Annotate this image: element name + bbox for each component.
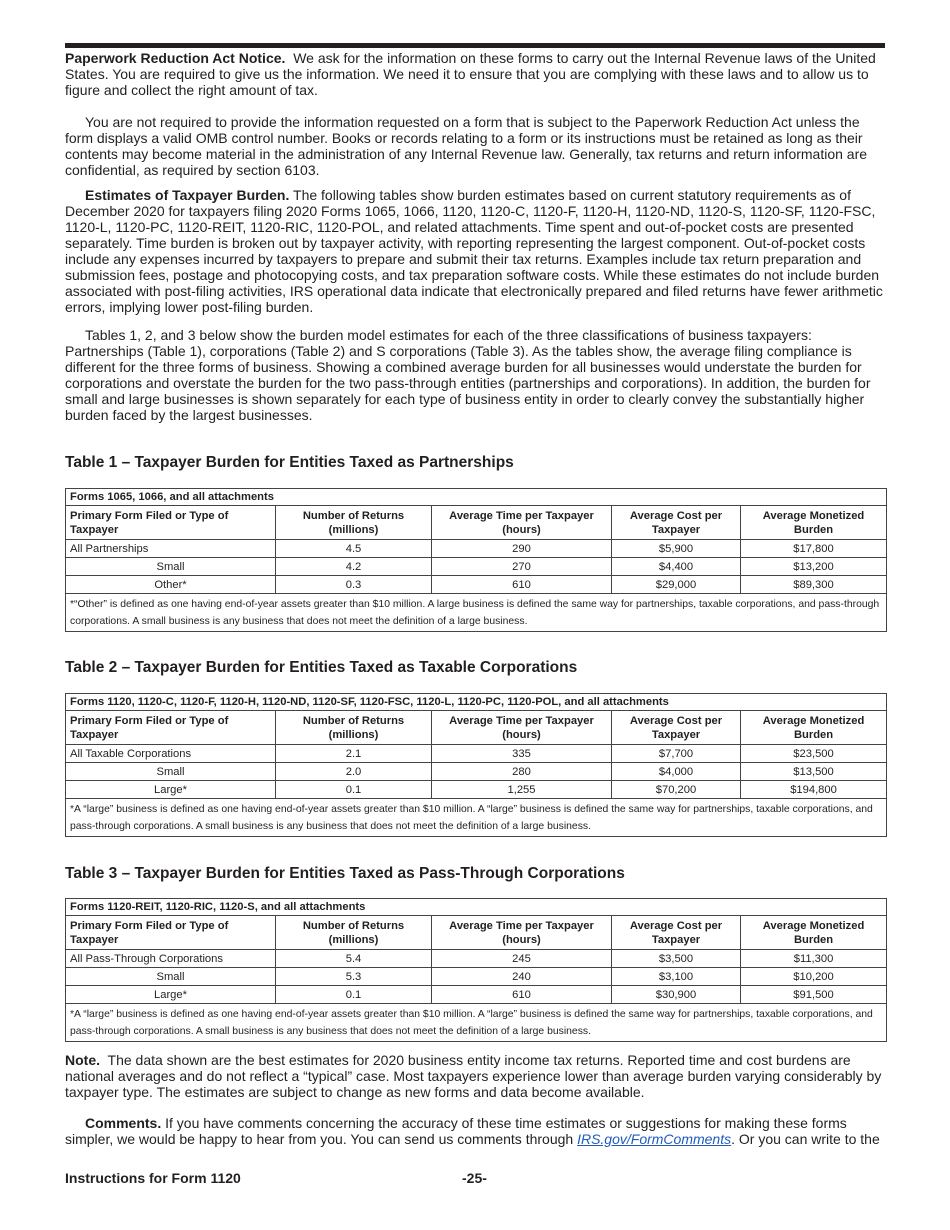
table-caption: Forms 1120-REIT, 1120-RIC, 1120-S, and all attachments [66, 899, 887, 916]
paragraph-text: The following tables show burden estimates based on current statutory requirements as of December 2020 for taxpayers filing 2020 Forms 1065, 1066, 1120, 1120-C, 1120-F, 1120-H, 1120-ND, 1120-S, 1120-SF, 1120-FSC, 1120-L, 1120-PC, 1120-REIT, 1120-RIC, 1120-POL, and related attachments. Time spent and out-of-pocket costs are presented separately. Time burden is broken out by taxpayer activity, with reporting representing the largest component. Out-of-pocket costs include any expenses incurred by taxpayers to prepare and submit their tax returns. Examples include tax return preparation and submission fees, postage and photocopying costs, and tax preparation software costs. While these estimates do not include burden associated with post-filing activities, IRS operational data indicate that electronically prepared and filed returns have fewer arithmetic errors, implying lower post-filing burden. [65, 187, 883, 315]
table-cell: 0.3 [276, 576, 432, 594]
comments-paragraph [65, 1115, 887, 1147]
table-row [66, 558, 887, 576]
table-cell: 245 [432, 950, 612, 968]
paragraph-text: You are not required to provide the information requested on a form that is subject to the Paperwork Reduction Act unless the form displays a valid OMB control number. Books or records relating to a form or its instructions must be retained as long as their contents may become material in the administration of any Internal Revenue law. Generally, tax returns and return information are confidential, as required by section 6103. [65, 114, 868, 178]
paragraph-text: Tables 1, 2, and 3 below show the burden model estimates for each of the three classifications of business taxpayers: Partnerships (Table 1), corporations (Table 2) and S corporations (Table 3). As the tables show, the average filing compliance is different for the three forms of business. Showing a combined average burden for all businesses would understate the burden for corporations and overstate the burden for the two pass-through entities (partnerships and corporations). In addition, the burden for small and large businesses is shown separately for each type of business entity in order to clearly convey the substantially higher burden faced by the largest businesses. [65, 327, 871, 423]
footer-title: Instructions for Form 1120 [65, 1170, 241, 1186]
table-cell: 5.4 [276, 950, 432, 968]
table-row [66, 968, 887, 986]
table-cell: All Pass-Through Corporations [66, 950, 276, 968]
table-cell: Large* [66, 986, 276, 1004]
table-cell: 2.1 [276, 745, 432, 763]
table-row [66, 950, 887, 968]
table-cell: 2.0 [276, 763, 432, 781]
table-cell: 610 [432, 576, 612, 594]
burden-table-3 [65, 898, 887, 1042]
table-cell: $4,000 [612, 763, 741, 781]
column-header: Average Monetized Burden [741, 506, 887, 540]
column-header: Number of Returns (millions) [276, 711, 432, 745]
note-paragraph [65, 1052, 887, 1100]
table-cell: $23,500 [741, 745, 887, 763]
table-cell: $17,800 [741, 540, 887, 558]
table-cell: Large* [66, 781, 276, 799]
table-cell: 270 [432, 558, 612, 576]
table-title: Table 3 – Taxpayer Burden for Entities Taxed as Pass-Through Corporations [65, 865, 625, 882]
paragraph-text: The data shown are the best estimates for 2020 business entity income tax returns. Reported time and cost burdens are national averages and do not reflect a “typical” case. Most taxpayers experience lower than average burden varying considerably by taxpayer type. The estimates are subject to change as new forms and data become available. [65, 1052, 886, 1100]
column-header: Average Cost per Taxpayer [612, 916, 741, 950]
table-title: Table 1 – Taxpayer Burden for Entities Taxed as Partnerships [65, 454, 514, 471]
table-cell: 5.3 [276, 968, 432, 986]
column-header: Average Monetized Burden [741, 711, 887, 745]
table-row [66, 763, 887, 781]
column-header: Primary Form Filed or Type of Taxpayer [66, 916, 276, 950]
table-caption: Forms 1065, 1066, and all attachments [66, 489, 887, 506]
table-cell: $13,500 [741, 763, 887, 781]
table-cell: $3,500 [612, 950, 741, 968]
column-header: Average Time per Taxpayer (hours) [432, 506, 612, 540]
column-header: Average Time per Taxpayer (hours) [432, 916, 612, 950]
column-header: Average Time per Taxpayer (hours) [432, 711, 612, 745]
table-cell: $89,300 [741, 576, 887, 594]
table-cell: $3,100 [612, 968, 741, 986]
table-caption: Forms 1120, 1120-C, 1120-F, 1120-H, 1120-ND, 1120-SF, 1120-FSC, 1120-L, 1120-PC, 1120-POL, and all attachments [66, 694, 887, 711]
table-cell: $194,800 [741, 781, 887, 799]
table-cell: Small [66, 968, 276, 986]
comments-heading: Comments. [85, 1115, 162, 1131]
omb-paragraph [65, 114, 887, 178]
column-header: Number of Returns (millions) [276, 506, 432, 540]
table-row [66, 986, 887, 1004]
table-footnote: *“Other” is defined as one having end-of-year assets greater than $10 million. A large business is defined the same way for partnerships, taxable corporations, and pass-through corporations. A small business is any business that does not meet the definition of a large business. [66, 594, 887, 632]
column-header: Average Monetized Burden [741, 916, 887, 950]
table-cell: 240 [432, 968, 612, 986]
table-cell: Small [66, 558, 276, 576]
paragraph-text: . Or you can write to the [731, 1131, 880, 1147]
page-number: -25- [462, 1170, 487, 1186]
paragraph-text: We ask for the information on these forms to carry out the Internal Revenue laws of the United States. You are required to give us the information. We need it to ensure that you are complying with these laws and to allow us to figure and collect the right amount of tax. [65, 50, 880, 98]
column-header: Number of Returns (millions) [276, 916, 432, 950]
table-cell: $10,200 [741, 968, 887, 986]
table-footnote: *A “large” business is defined as one having end-of-year assets greater than $10 million. A “large” business is defined the same way for partnerships, taxable corporations, and pass-through corporations. A small business is any business that does not meet the definition of a large business. [66, 799, 887, 837]
table-cell: Other* [66, 576, 276, 594]
table-cell: 1,255 [432, 781, 612, 799]
tables-intro-paragraph [65, 327, 887, 423]
table-title: Table 2 – Taxpayer Burden for Entities Taxed as Taxable Corporations [65, 659, 578, 676]
paperwork-notice-heading: Paperwork Reduction Act Notice. [65, 50, 286, 66]
column-header: Average Cost per Taxpayer [612, 711, 741, 745]
paragraph-text: If you have comments concerning the accuracy of these time estimates or suggestions for making these forms simpler, we would be happy to hear from you. You can send us comments through [65, 1115, 847, 1147]
paperwork-notice-paragraph [65, 50, 887, 98]
table-cell: 335 [432, 745, 612, 763]
burden-table-2 [65, 693, 887, 837]
table-cell: $5,900 [612, 540, 741, 558]
table-row [66, 745, 887, 763]
table-cell: 280 [432, 763, 612, 781]
burden-estimates-paragraph [65, 187, 887, 315]
table-cell: Small [66, 763, 276, 781]
table-row [66, 540, 887, 558]
table-cell: $7,700 [612, 745, 741, 763]
table-cell: 0.1 [276, 781, 432, 799]
column-header: Primary Form Filed or Type of Taxpayer [66, 711, 276, 745]
table-cell: $13,200 [741, 558, 887, 576]
table-cell: $30,900 [612, 986, 741, 1004]
table-cell: $11,300 [741, 950, 887, 968]
table-cell: 610 [432, 986, 612, 1004]
note-heading: Note. [65, 1052, 100, 1068]
table-cell: All Partnerships [66, 540, 276, 558]
table-row [66, 781, 887, 799]
table-footnote: *A “large” business is defined as one having end-of-year assets greater than $10 million. A “large” business is defined the same way for partnerships, taxable corporations, and pass-through corporations. A small business is any business that does not meet the definition of a large business. [66, 1004, 887, 1042]
column-header: Primary Form Filed or Type of Taxpayer [66, 506, 276, 540]
burden-table-1 [65, 488, 887, 632]
table-cell: 4.5 [276, 540, 432, 558]
form-comments-link[interactable]: IRS.gov/FormComments [577, 1131, 732, 1147]
table-cell: All Taxable Corporations [66, 745, 276, 763]
table-cell: $4,400 [612, 558, 741, 576]
table-cell: 0.1 [276, 986, 432, 1004]
table-cell: $91,500 [741, 986, 887, 1004]
column-header: Average Cost per Taxpayer [612, 506, 741, 540]
table-cell: 4.2 [276, 558, 432, 576]
table-cell: $29,000 [612, 576, 741, 594]
table-cell: $70,200 [612, 781, 741, 799]
header-rule [65, 43, 885, 48]
burden-estimates-heading: Estimates of Taxpayer Burden. [85, 187, 290, 203]
table-cell: 290 [432, 540, 612, 558]
table-row [66, 576, 887, 594]
